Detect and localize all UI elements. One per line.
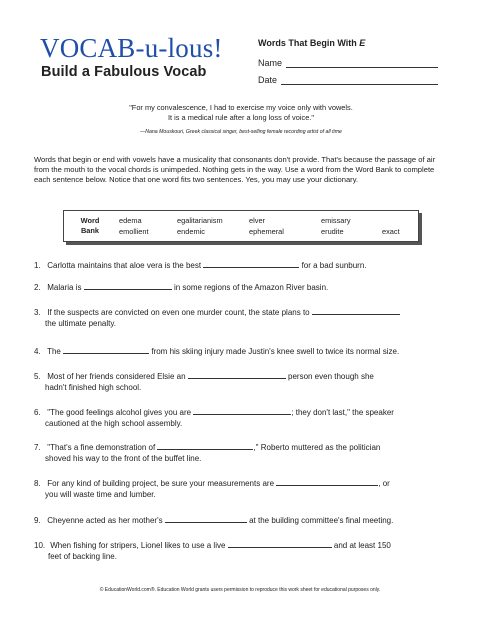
question-text: If the suspects are convicted on even one murder count, the state plans to <box>47 308 310 317</box>
word-bank-word: ephemeral <box>249 227 284 236</box>
name-field[interactable] <box>286 58 438 68</box>
question-number: 9. <box>34 516 41 525</box>
question-6 <box>34 406 450 429</box>
question-9 <box>34 514 450 527</box>
question-text: at the building committee's final meeting. <box>249 516 394 525</box>
question-2 <box>34 281 450 294</box>
question-text: and at least 150 <box>333 541 391 550</box>
answer-blank[interactable] <box>188 370 286 379</box>
question-text: "The good feelings alcohol gives you are <box>47 408 192 417</box>
question-number: 6. <box>34 408 41 417</box>
question-number: 1. <box>34 261 41 270</box>
question-text: For any kind of building project, be sure your measurements are <box>47 479 275 488</box>
word-bank-label-line-2: Bank <box>80 226 100 235</box>
question-5 <box>34 370 450 393</box>
question-text: Most of her friends considered Elsie an <box>47 372 186 381</box>
question-7 <box>34 441 450 464</box>
answer-blank[interactable] <box>84 281 172 290</box>
word-bank-label-line-1: Word <box>80 216 100 225</box>
question-number: 10. <box>34 541 46 550</box>
question-number: 5. <box>34 372 41 381</box>
name-row <box>258 55 438 68</box>
question-10 <box>34 539 450 562</box>
question-text: in some regions of the Amazon River basin. <box>173 283 329 292</box>
quote <box>60 103 422 123</box>
question-text: When fishing for stripers, Lionel likes to use a live <box>50 541 226 550</box>
question-text: ; they don't last," the speaker <box>291 408 394 417</box>
word-bank-word: exact <box>382 227 400 236</box>
question-text: The <box>47 347 61 356</box>
copyright-footer: © EducationWorld.com®. Education World grants users permission to reproduce this work sheet for educational purposes only. <box>99 587 381 593</box>
question-text-continued: you will waste time and lumber. <box>45 489 156 499</box>
question-text: Malaria is <box>47 283 82 292</box>
word-bank-word: egalitarianism <box>177 216 223 225</box>
word-bank-word: emollient <box>119 227 149 236</box>
date-field[interactable] <box>281 75 438 85</box>
quote-attribution: —Nana Mouskouri, Greek classical singer, best-selling female recording artist of all time <box>140 129 342 135</box>
question-text-continued: feet of backing line. <box>48 551 117 561</box>
question-8 <box>34 477 450 500</box>
question-text: from his skiing injury made Justin's knee swell to twice its normal size. <box>151 347 400 356</box>
word-bank-word: endemic <box>177 227 205 236</box>
logo-title: VOCAB-u-lous! <box>40 33 223 63</box>
question-number: 3. <box>34 308 41 317</box>
question-number: 2. <box>34 283 41 292</box>
answer-blank[interactable] <box>63 345 149 354</box>
question-text: ," Roberto muttered as the politician <box>253 443 381 452</box>
word-bank-label <box>72 216 108 236</box>
question-text: Cheyenne acted as her mother's <box>47 516 163 525</box>
worksheet-title-prefix: Words That Begin With <box>258 38 357 48</box>
question-text-continued: hadn't finished high school. <box>45 382 142 392</box>
logo-subtitle: Build a Fabulous Vocab <box>41 64 207 80</box>
question-text: for a bad sunburn. <box>301 261 367 270</box>
answer-blank[interactable] <box>157 441 253 450</box>
word-bank-word: emissary <box>321 216 351 225</box>
header-fields <box>258 38 438 89</box>
date-label: Date <box>258 75 278 85</box>
worksheet-title-letter: E <box>359 38 366 48</box>
answer-blank[interactable] <box>203 259 299 268</box>
answer-blank[interactable] <box>312 306 400 315</box>
quote-line-1: "For my convalescence, I had to exercise my voice only with vowels. <box>129 103 353 112</box>
answer-blank[interactable] <box>228 539 332 548</box>
question-number: 7. <box>34 443 41 452</box>
question-text-continued: shoved his way to the front of the buffet line. <box>45 453 202 463</box>
question-text: Carlotta maintains that aloe vera is the best <box>47 261 202 270</box>
answer-blank[interactable] <box>276 477 378 486</box>
question-3 <box>34 306 450 329</box>
name-label: Name <box>258 58 283 68</box>
question-1 <box>34 259 450 272</box>
question-text: "That's a fine demonstration of <box>47 443 156 452</box>
quote-line-2: It is a medical rule after a long loss of voice." <box>168 113 314 122</box>
date-row <box>258 72 438 85</box>
question-text-continued: the ultimate penalty. <box>45 318 117 328</box>
question-text: person even though she <box>288 372 374 381</box>
word-bank-word: elver <box>249 216 266 225</box>
answer-blank[interactable] <box>165 514 247 523</box>
worksheet-title <box>258 38 438 48</box>
question-4 <box>34 345 450 358</box>
word-bank-word: erudite <box>321 227 344 236</box>
intro-paragraph: Words that begin or end with vowels have a musicality that consonants don't provide. That's because the passage of air from the mouth to the vocal chords is unimpeded. Nothing gets in the way. Use a word from the Word Bank to complete each sentence below. Notice that one word fits two sentences. Yes, you may use your dictionary. <box>34 155 436 184</box>
question-text-continued: cautioned at the high school assembly. <box>45 418 183 428</box>
question-number: 4. <box>34 347 41 356</box>
question-text: , or <box>378 479 390 488</box>
answer-blank[interactable] <box>193 406 291 415</box>
question-number: 8. <box>34 479 41 488</box>
word-bank-word: edema <box>119 216 142 225</box>
word-bank <box>63 210 419 242</box>
